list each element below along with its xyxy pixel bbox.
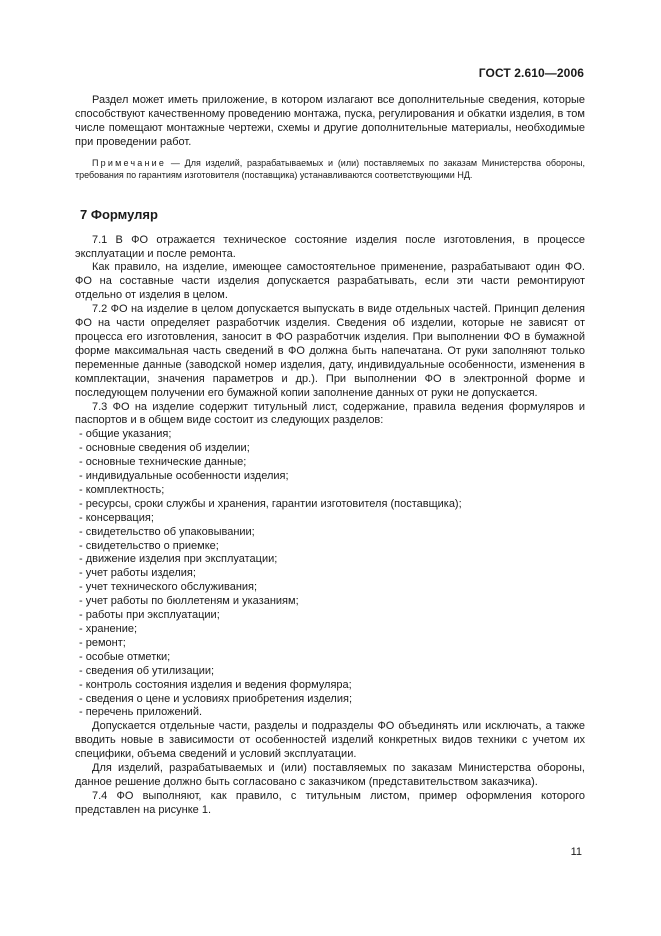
list-item: - учет работы изделия; <box>79 567 196 580</box>
note-text: — Для изделий, разрабатываемых и (или) поставляемых по заказам Министерства обороны, требования по гарантиям изготовителя (поставщика) устанавливаются соответствующими НД. <box>75 157 585 180</box>
list-item: - общие указания; <box>79 428 172 441</box>
list-item: - перечень приложений. <box>79 706 203 719</box>
list-item: - сведения о цене и условиях приобретения изделия; <box>79 692 353 705</box>
sections-list <box>75 428 585 720</box>
list-item: - консервация; <box>79 511 154 524</box>
list-item: - контроль состояния изделия и ведения формуляра; <box>79 678 352 691</box>
note-label: Примечание <box>92 157 167 168</box>
list-item: - ресурсы, сроки службы и хранения, гарантии изготовителя (поставщика); <box>79 497 462 510</box>
paragraph-7-4: 7.4 ФО выполняют, как правило, с титульным листом, пример оформления которого представлен на рисунке 1. <box>75 789 585 816</box>
list-item: - комплектность; <box>79 483 165 496</box>
paragraph-defense: Для изделий, разрабатываемых и (или) поставляемых по заказам Министерства обороны, данное решение должно быть согласовано с заказчиком (представительством заказчика). <box>75 762 585 788</box>
list-item: - хранение; <box>79 623 138 635</box>
list-item: - работы при эксплуатации; <box>79 609 220 622</box>
intro-paragraph: Раздел может иметь приложение, в котором излагают все дополнительные сведения, которые способствуют качественному проведению монтажа, пуска, регулирования и обкатки изделия, в том числе помещают монтажные чертежи, схемы и другие дополнительные материалы, необходимые при проведении работ. <box>75 94 585 148</box>
paragraph-7-2: 7.2 ФО на изделие в целом допускается выпускать в виде отдельных частей. Принцип деления ФО на части определяет разработчик изделия. Сведения об изделии, которые не зависят от процесса его изготовления, заносит в ФО разработчик изделия. При выполнении ФО в бумажной форме максимальная часть сведений в ФО должна быть напечатана. От руки заполняют только переменные данные (заводской номер изделия, дату, индивидуальные особенности, изменения в комплектации, значения параметров и др.). При выполнении ФО в электронной форме и последующем получении его бумажной копии заполнение данных от руки не допускается. <box>75 303 585 399</box>
list-item: - учет технического обслуживания; <box>79 581 258 594</box>
note-paragraph <box>75 157 585 181</box>
list-item: - сведения об утилизации; <box>79 664 215 677</box>
list-item: - основные сведения об изделии; <box>79 442 250 455</box>
paragraph-7-1: 7.1 В ФО отражается техническое состояние изделия после изготовления, в процессе эксплуатации и после ремонта. <box>75 233 585 260</box>
page-number: 11 <box>570 846 582 858</box>
list-item: - особые отметки; <box>79 650 171 663</box>
paragraph-7-1-continued: Как правило, на изделие, имеющее самостоятельное применение, разрабатывают один ФО. ФО на составные части изделия допускается разрабатывать, если эти части ремонтируют отдельно от изделия в целом. <box>75 261 585 302</box>
section-title: 7 Формуляр <box>80 206 158 222</box>
list-item: - свидетельство о приемке; <box>79 539 219 552</box>
list-item: - ремонт; <box>79 636 126 649</box>
list-item: - свидетельство об упаковывании; <box>79 525 255 538</box>
list-item: - движение изделия при эксплуатации; <box>79 553 278 566</box>
document-code: ГОСТ 2.610—2006 <box>478 66 584 80</box>
paragraph-after-list: Допускается отдельные части, разделы и подразделы ФО объединять или исключать, а также вводить новые в зависимости от особенностей изделий конкретных видов техники с учетом их специфики, объема сведений и условий эксплуатации. <box>75 720 585 761</box>
list-item: - основные технические данные; <box>79 456 247 469</box>
page-content <box>75 94 585 818</box>
paragraph-7-3: 7.3 ФО на изделие содержит титульный лист, содержание, правила ведения формуляров и паспортов и в общем виде состоит из следующих разделов: <box>75 400 585 427</box>
list-item: - учет работы по бюллетеням и указаниям; <box>79 595 299 608</box>
list-item: - индивидуальные особенности изделия; <box>79 470 289 483</box>
